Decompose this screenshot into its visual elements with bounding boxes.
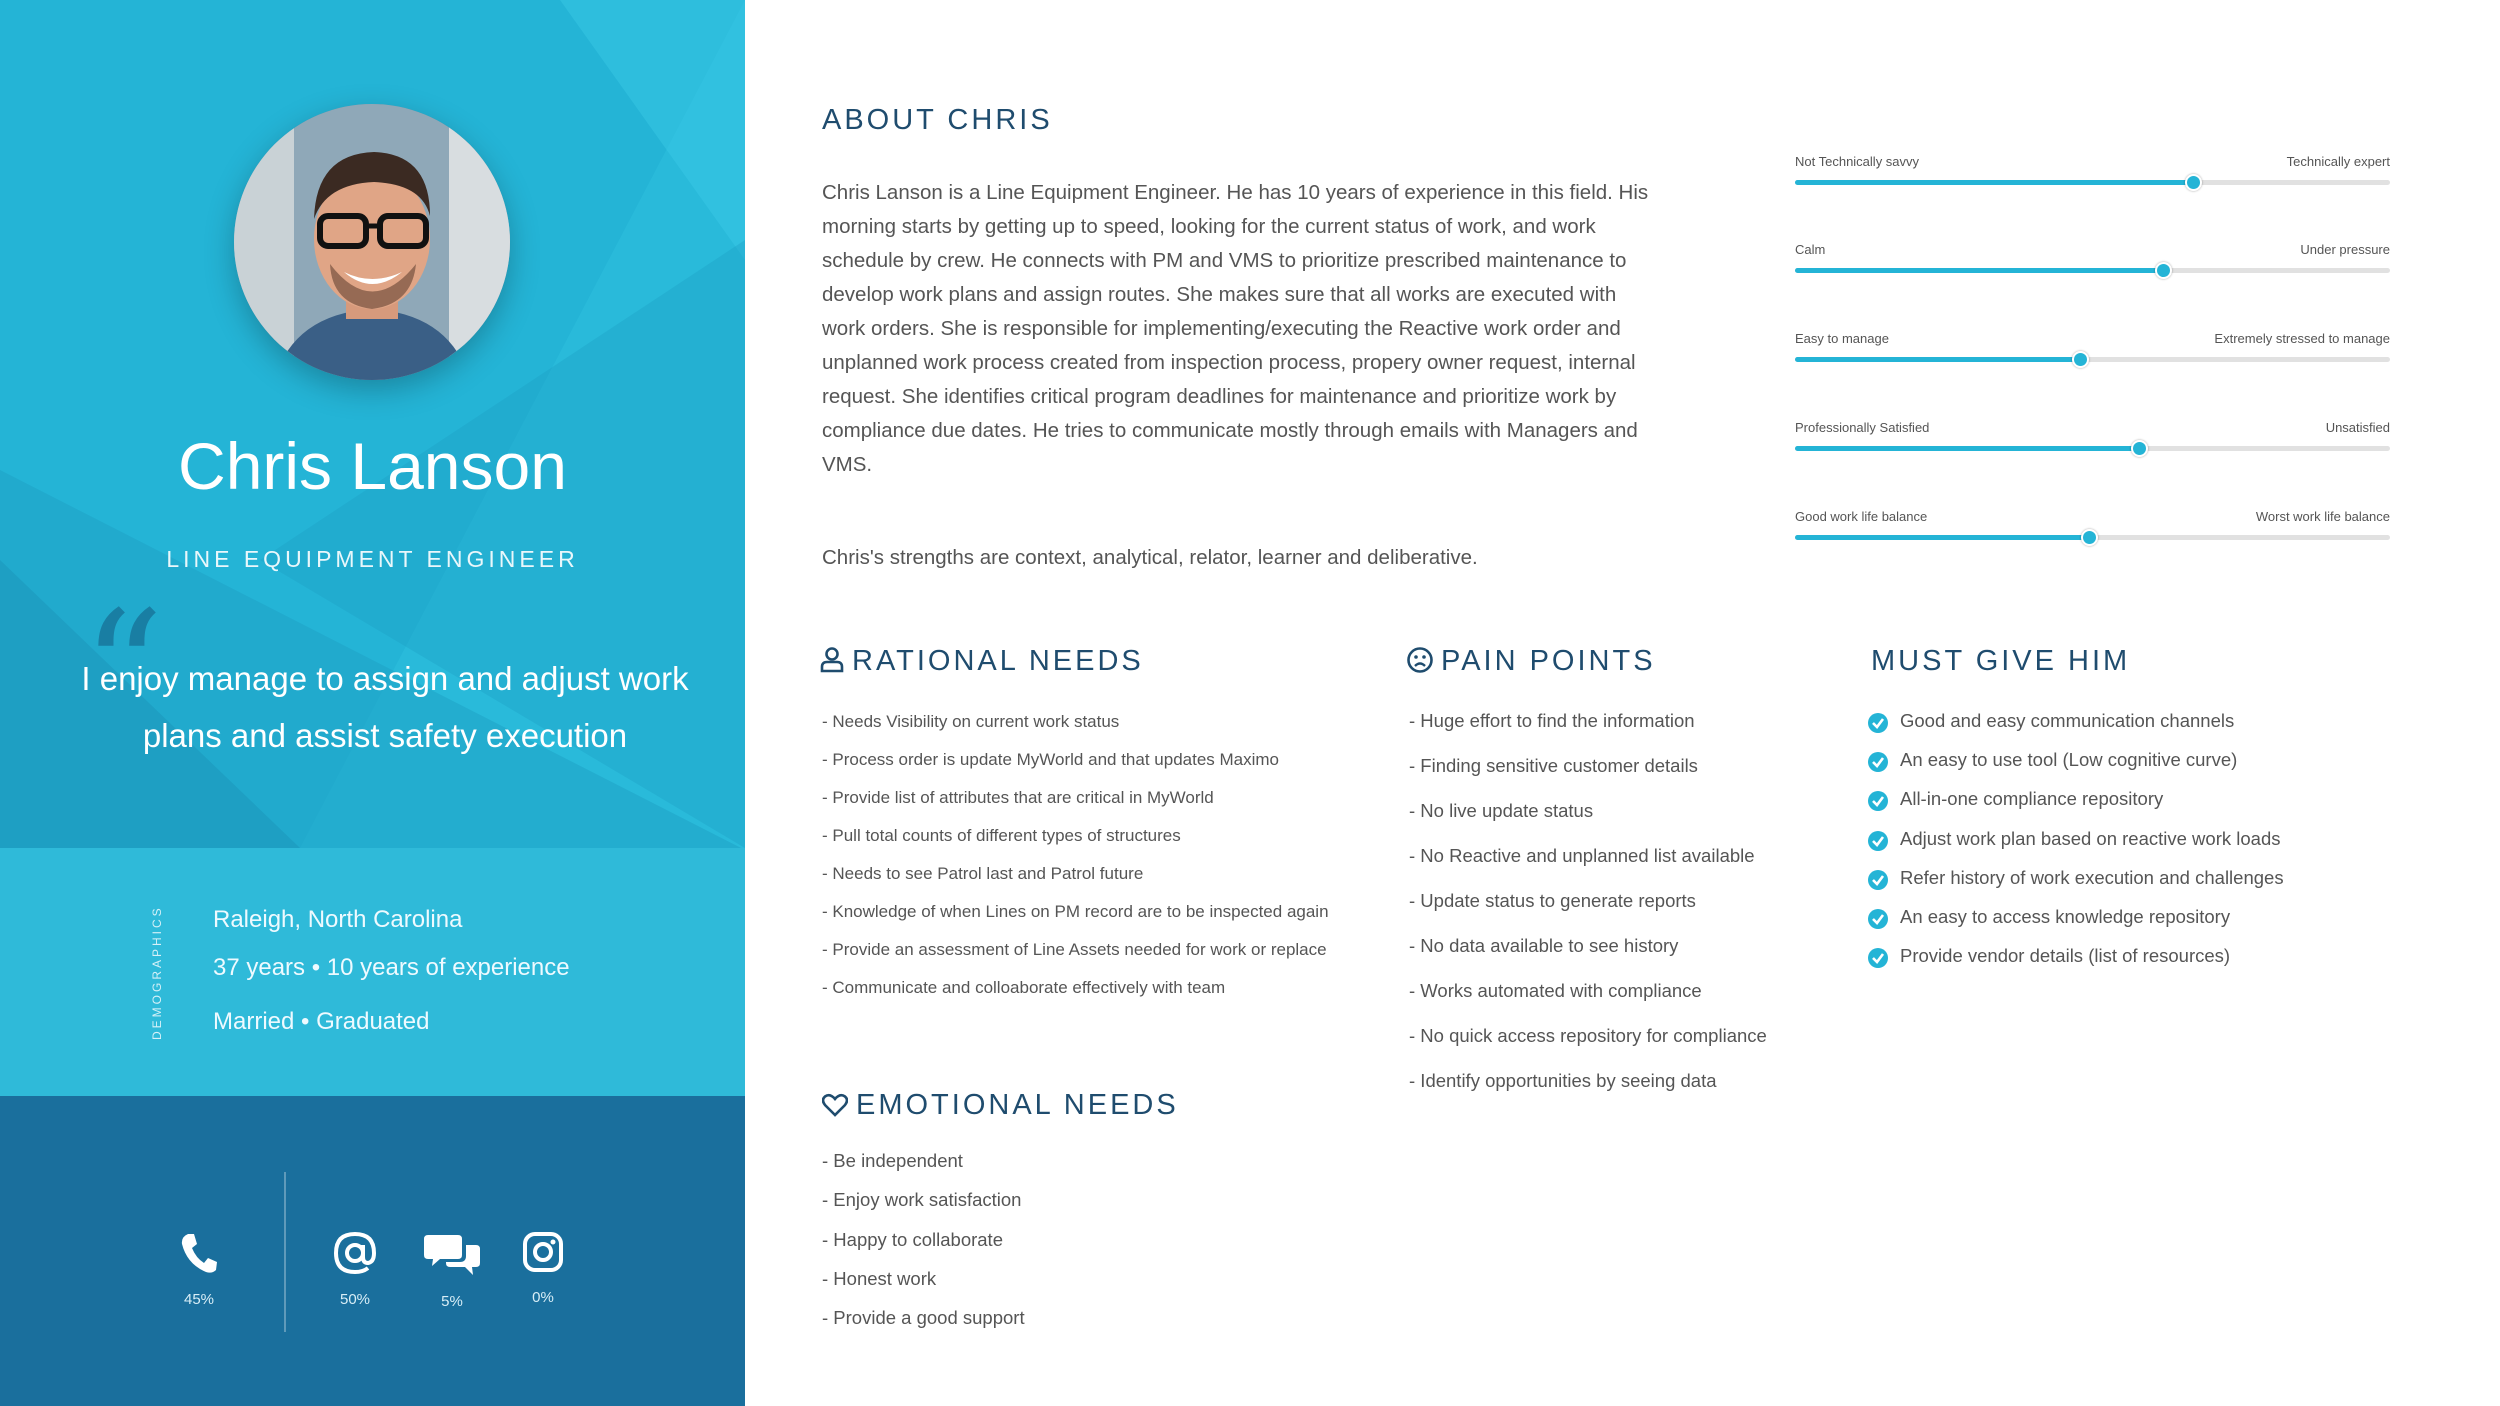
demographic-status: Married • Graduated [213,1008,430,1035]
list-item: - Huge effort to find the information [1409,710,1695,731]
list-item [1868,710,2284,749]
trait-left-label: Professionally Satisfied [1795,420,1930,435]
trait-fill [1795,446,2140,451]
check-circle-icon [1868,909,1888,929]
persona-role: LINE EQUIPMENT ENGINEER [166,546,579,572]
list-item: - Needs to see Patrol last and Patrol future [822,864,1144,883]
list-item: - Process order is update MyWorld and that updates Maximo [822,750,1280,769]
trait-track [1795,446,2390,451]
portrait-image [234,104,510,380]
emotional-needs-list [822,1150,1025,1346]
list-item [1868,828,2284,867]
contact-instagram [503,1231,583,1306]
trait-track [1795,535,2390,540]
list-item: - No Reactive and unplanned list available [1409,845,1755,866]
trait-left-label: Good work life balance [1795,509,1928,524]
check-circle-icon [1868,713,1888,733]
persona-name: Chris Lanson [178,429,567,503]
check-circle-icon [1868,870,1888,890]
check-circle-icon [1868,791,1888,811]
list-item: - No data available to see history [1409,935,1679,956]
list-item: - Identify opportunities by seeing data [1409,1070,1717,1091]
contact-email [315,1231,395,1308]
list-item: - Works automated with compliance [1409,980,1702,1001]
about-text: Chris Lanson is a Line Equipment Engineer. He has 10 years of experience in this field. His morning starts by getting up to speed, looking for the current status of work, and work schedule by crew. He connects with PM and VMS to prioritize prescribed maintenance to develop work plans and assign routes. She makes sure that all works are executed with work orders. She is responsible for implementing/executing the Reactive work order and unplanned work process created from inspection process, propery owner request, internal request. She identifies critical program deadlines for maintenance and prioritize work by compliance due dates. He tries to communicate mostly through emails with Managers and VMS. [822,181,1649,476]
trait-fill [1795,268,2164,273]
trait-left-label: Calm [1795,242,1826,257]
trait-track [1795,268,2390,273]
list-item [1868,906,2284,945]
list-item-label: Provide vendor details (list of resources) [1900,945,2231,967]
demographic-age-experience: 37 years • 10 years of experience [213,954,570,981]
contact-phone [159,1231,239,1308]
about-title: ABOUT CHRIS [822,104,1053,136]
rational-needs-label: RATIONAL NEEDS [852,645,1144,677]
contact-chat-percent: 5% [441,1293,463,1310]
list-item-label: An easy to use tool (Low cognitive curve) [1900,749,2238,771]
divider [284,1172,286,1332]
trait-right-label: Unsatisfied [2325,420,2390,435]
trait-track [1795,180,2390,185]
trait-fill [1795,357,2081,362]
emotional-needs-label: EMOTIONAL NEEDS [856,1089,1179,1121]
list-item: - Needs Visibility on current work status [822,712,1120,731]
list-item: - Be independent [822,1150,963,1171]
must-give-list [1868,710,2284,984]
email-at-icon [333,1231,377,1275]
list-item: - Provide list of attributes that are critical in MyWorld [822,788,1214,807]
list-item: - No quick access repository for compliance [1409,1025,1767,1046]
list-item: - Happy to collaborate [822,1228,1003,1250]
list-item-label: All-in-one compliance repository [1900,788,2164,810]
person-icon [820,647,844,673]
demographics-label: DEMOGRAPHICS [150,905,164,1040]
list-item-label: An easy to access knowledge repository [1900,905,2231,927]
pain-points-title [1407,645,1656,678]
list-item [1868,749,2284,788]
check-circle-icon [1868,831,1888,851]
list-item-label: Good and easy communication channels [1900,710,2235,731]
trait-right-label: Extremely stressed to manage [2214,331,2390,346]
contact-phone-percent: 45% [183,1291,215,1308]
trait-knob [2155,262,2172,279]
list-item-label: Refer history of work execution and challenges [1900,866,2284,888]
list-item: - Communicate and colloaborate effectively with team [822,978,1226,997]
trait-left-label: Easy to manage [1795,331,1889,346]
list-item [1868,867,2284,906]
sad-face-icon [1407,647,1433,673]
trait-slider [1795,154,2390,214]
list-item: - Update status to generate reports [1409,890,1696,911]
trait-track [1795,357,2390,362]
list-item [1868,945,2284,984]
trait-left-label: Not Technically savvy [1795,154,1920,169]
must-give-title: MUST GIVE HIM [1871,645,2131,677]
list-item: - No live update status [1409,800,1594,821]
rational-needs-list [822,712,1329,1016]
instagram-icon [522,1231,564,1273]
persona-quote: I enjoy manage to assign and adjust work plans and assist safety execution [81,660,689,754]
pain-points-list [1409,710,1767,1115]
list-item: - Provide an assessment of Line Assets needed for work or replace [822,940,1327,959]
pain-points-label: PAIN POINTS [1441,645,1656,677]
list-item: - Honest work [822,1267,937,1289]
list-item-label: Adjust work plan based on reactive work loads [1900,827,2281,849]
list-item: - Knowledge of when Lines on PM record are to be inspected again [822,902,1329,921]
demographics-section [0,848,745,1096]
profile-header [0,0,745,848]
trait-slider [1795,420,2390,480]
trait-right-label: Under pressure [2300,242,2390,257]
trait-fill [1795,535,2090,540]
chat-icon [424,1231,480,1277]
contact-preferences [0,1096,745,1406]
profile-panel [0,0,745,1406]
rational-needs-title [820,645,1144,678]
list-item [1868,788,2284,827]
quote-mark-icon: “ [82,576,164,763]
trait-slider [1795,331,2390,391]
trait-knob [2072,351,2089,368]
trait-knob [2185,174,2202,191]
list-item: - Pull total counts of different types of structures [822,826,1181,845]
avatar [234,104,510,380]
trait-knob [2131,440,2148,457]
trait-right-label: Worst work life balance [2255,509,2390,524]
demographic-location: Raleigh, North Carolina [213,906,463,933]
list-item: - Enjoy work satisfaction [822,1189,1022,1211]
check-circle-icon [1868,752,1888,772]
emotional-needs-title [822,1089,1179,1122]
trait-slider [1795,509,2390,569]
check-circle-icon [1868,948,1888,968]
heart-icon [822,1093,848,1117]
strengths-text: Chris's strengths are context, analytical, relator, learner and deliberative. [822,546,1478,569]
trait-slider [1795,242,2390,302]
trait-fill [1795,180,2194,185]
trait-right-label: Technically expert [2286,154,2390,169]
contact-instagram-percent: 0% [532,1289,554,1306]
list-item: - Finding sensitive customer details [1409,755,1698,776]
list-item: - Provide a good support [822,1307,1025,1329]
contact-chat [412,1231,492,1310]
phone-icon [179,1231,219,1275]
contact-email-percent: 50% [339,1291,371,1308]
trait-knob [2081,529,2098,546]
